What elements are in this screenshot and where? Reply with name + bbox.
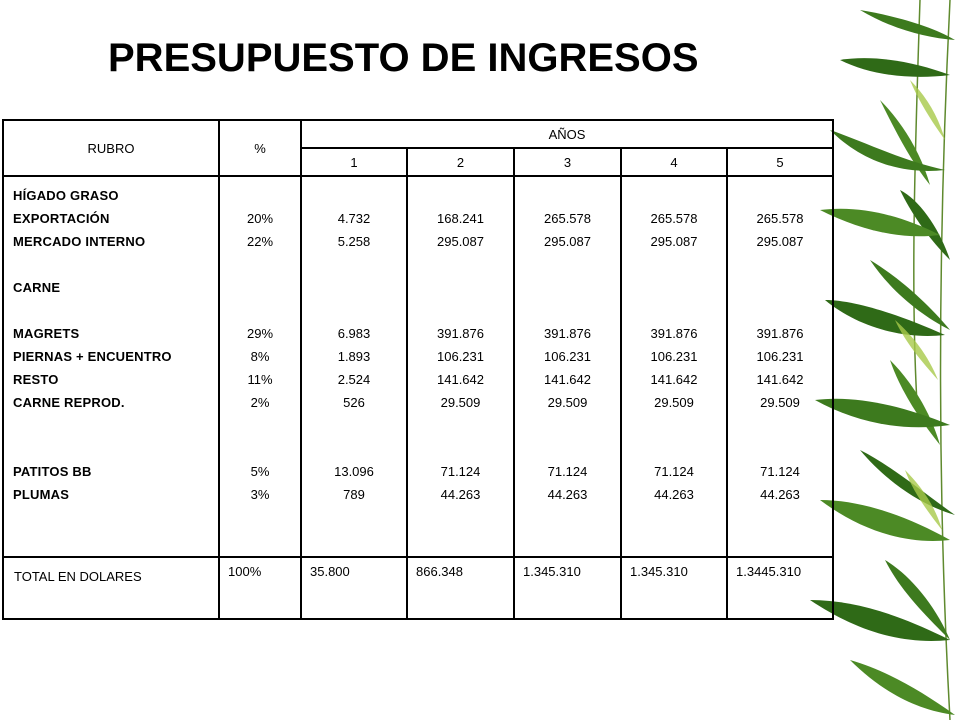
- header-year-1: 1: [301, 148, 407, 176]
- year-5-column: [727, 176, 833, 557]
- total-percent: 100%: [219, 557, 301, 619]
- row-value-year-3: [515, 276, 620, 299]
- percent-column: [219, 176, 301, 557]
- row-percent: 8%: [250, 349, 270, 364]
- row-value-year-1: [302, 253, 406, 276]
- row-value-year-4: [622, 184, 726, 207]
- header-year-4: 4: [621, 148, 727, 176]
- total-label: TOTAL EN DOLARES: [3, 557, 219, 619]
- row-value-year-4: [622, 437, 726, 460]
- row-label: [4, 437, 218, 460]
- row-value-year-4: 29.509: [654, 395, 694, 410]
- row-label: [4, 299, 218, 322]
- row-value-year-3: 265.578: [544, 211, 591, 226]
- row-value-year-5: 265.578: [756, 211, 804, 226]
- row-value-year-2: 29.509: [440, 395, 481, 410]
- row-value-year-4: [622, 299, 726, 322]
- row-value-year-2: [408, 414, 513, 437]
- header-year-3: 3: [514, 148, 621, 176]
- row-value-year-2: 71.124: [440, 464, 481, 479]
- row-label: [4, 253, 218, 276]
- row-value-year-3: 106.231: [544, 349, 591, 364]
- row-value-year-2: 391.876: [437, 326, 484, 341]
- page-title: PRESUPUESTO DE INGRESOS: [108, 36, 699, 80]
- row-value-year-2: 295.087: [437, 234, 484, 249]
- row-value-year-3: 141.642: [544, 372, 591, 387]
- total-year-3: 1.345.310: [514, 557, 621, 619]
- row-percent: [220, 299, 300, 322]
- year-4-column: [621, 176, 727, 557]
- row-value-year-5: 295.087: [756, 234, 804, 249]
- rubro-column: [3, 176, 219, 557]
- row-label: HÍGADO GRASO: [13, 188, 119, 203]
- row-value-year-5: [728, 299, 832, 322]
- row-value-year-2: 44.263: [440, 487, 481, 502]
- row-value-year-3: [515, 253, 620, 276]
- row-value-year-2: [408, 253, 513, 276]
- row-value-year-3: [515, 299, 620, 322]
- row-label: MERCADO INTERNO: [13, 234, 146, 249]
- total-year-4: 1.345.310: [621, 557, 727, 619]
- year-3-column: [514, 176, 621, 557]
- row-value-year-4: 44.263: [654, 487, 694, 502]
- row-value-year-1: 2.524: [337, 372, 371, 387]
- row-label: PLUMAS: [13, 487, 70, 502]
- row-value-year-2: [408, 276, 513, 299]
- row-value-year-2: [408, 184, 513, 207]
- row-percent: 5%: [250, 464, 270, 479]
- row-value-year-5: 391.876: [756, 326, 804, 341]
- row-value-year-5: 106.231: [756, 349, 804, 364]
- row-value-year-4: 141.642: [650, 372, 698, 387]
- row-value-year-1: [302, 299, 406, 322]
- row-value-year-2: [408, 437, 513, 460]
- row-value-year-4: [622, 276, 726, 299]
- row-value-year-2: 141.642: [437, 372, 484, 387]
- header-rubro: RUBRO: [3, 120, 219, 176]
- row-value-year-3: [515, 184, 620, 207]
- row-percent: [220, 437, 300, 460]
- row-value-year-1: [302, 414, 406, 437]
- row-value-year-5: [728, 276, 832, 299]
- row-label: CARNE: [13, 280, 61, 295]
- header-anos: AÑOS: [301, 120, 833, 148]
- row-percent: [220, 253, 300, 276]
- row-value-year-1: 789: [343, 487, 365, 502]
- total-year-1: 35.800: [301, 557, 407, 619]
- row-value-year-4: 106.231: [650, 349, 698, 364]
- row-value-year-5: [728, 437, 832, 460]
- row-value-year-4: 295.087: [650, 234, 698, 249]
- year-1-column: [301, 176, 407, 557]
- row-value-year-3: [515, 437, 620, 460]
- row-label: PATITOS BB: [13, 464, 92, 479]
- row-label: [4, 414, 218, 437]
- row-value-year-3: 44.263: [547, 487, 588, 502]
- row-value-year-4: [622, 253, 726, 276]
- row-value-year-1: 5.258: [337, 234, 371, 249]
- row-value-year-4: 391.876: [650, 326, 698, 341]
- row-percent: 11%: [247, 372, 273, 387]
- row-value-year-4: 71.124: [654, 464, 694, 479]
- row-percent: [220, 414, 300, 437]
- row-value-year-1: 526: [343, 395, 365, 410]
- header-year-5: 5: [727, 148, 833, 176]
- row-value-year-1: [302, 276, 406, 299]
- header-percent: %: [219, 120, 301, 176]
- total-year-2: 866.348: [407, 557, 514, 619]
- row-percent: 2%: [250, 395, 270, 410]
- row-label: RESTO: [13, 372, 59, 387]
- row-value-year-1: 6.983: [337, 326, 371, 341]
- row-value-year-5: 44.263: [760, 487, 800, 502]
- row-value-year-1: [302, 184, 406, 207]
- row-value-year-2: 168.241: [437, 211, 484, 226]
- row-value-year-1: 13.096: [334, 464, 374, 479]
- row-value-year-1: [302, 437, 406, 460]
- row-label: CARNE REPROD.: [13, 395, 125, 410]
- row-value-year-3: 295.087: [544, 234, 591, 249]
- row-percent: [220, 276, 300, 299]
- row-label: EXPORTACIÓN: [13, 211, 110, 226]
- row-label: PIERNAS + ENCUENTRO: [13, 349, 172, 364]
- row-percent: 3%: [250, 487, 270, 502]
- row-value-year-3: [515, 414, 620, 437]
- row-percent: [220, 184, 300, 207]
- row-percent: 20%: [246, 211, 274, 226]
- row-value-year-3: 29.509: [547, 395, 588, 410]
- row-value-year-3: 71.124: [547, 464, 588, 479]
- header-year-2: 2: [407, 148, 514, 176]
- row-value-year-5: [728, 414, 832, 437]
- row-value-year-4: 265.578: [650, 211, 698, 226]
- total-year-5: 1.3445.310: [727, 557, 833, 619]
- row-value-year-5: 141.642: [756, 372, 804, 387]
- row-value-year-2: [408, 299, 513, 322]
- row-value-year-4: [622, 414, 726, 437]
- row-value-year-5: [728, 184, 832, 207]
- row-value-year-1: 4.732: [337, 211, 371, 226]
- row-value-year-3: 391.876: [544, 326, 591, 341]
- year-2-column: [407, 176, 514, 557]
- row-value-year-2: 106.231: [437, 349, 484, 364]
- row-percent: 22%: [246, 234, 274, 249]
- row-label: MAGRETS: [13, 326, 80, 341]
- income-budget-table: [2, 119, 834, 620]
- row-value-year-5: [728, 253, 832, 276]
- row-value-year-1: 1.893: [337, 349, 371, 364]
- row-value-year-5: 29.509: [760, 395, 800, 410]
- row-value-year-5: 71.124: [760, 464, 800, 479]
- row-percent: 29%: [246, 326, 274, 341]
